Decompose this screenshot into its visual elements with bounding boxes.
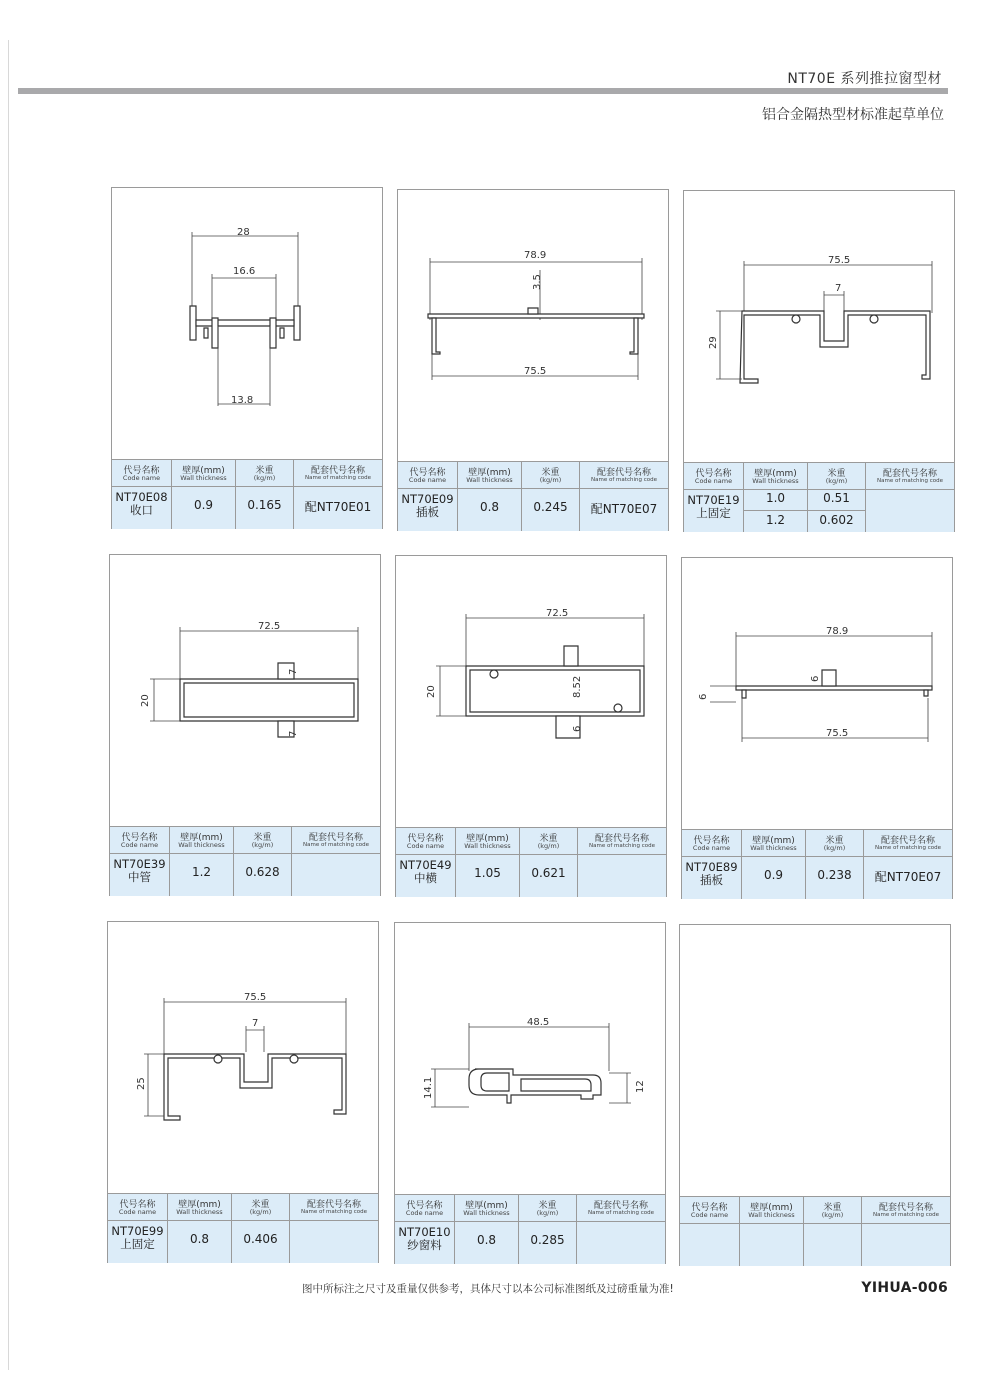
dim-20: 20 xyxy=(426,685,437,698)
profile-card-nt70e49 xyxy=(395,555,667,897)
page-code: YIHUA-006 xyxy=(861,1280,948,1296)
spec-table: 代号名称 Code name NT70E89 插板 壁厚(mm) Wall thickness 0.9 米重 (kg/m) 0.238 配套代号名称 Name of matching code 配NT70E07 xyxy=(682,829,952,899)
dim-72-5: 72.5 xyxy=(258,621,281,632)
spec-table: 代号名称 Code name NT70E39 中管 壁厚(mm) Wall thickness 1.2 米重 (kg/m) 0.628 配套代号名称 Name of matching code xyxy=(110,826,380,896)
wall-thickness: 0.8 xyxy=(189,1232,210,1246)
profile-card-nt70e08 xyxy=(111,187,383,529)
profile-card-nt70e89 xyxy=(681,557,953,899)
profile-card-nt70e99 xyxy=(107,921,379,1263)
wall-thickness: 0.9 xyxy=(763,868,784,882)
code-name: NT70E99 xyxy=(111,1224,164,1238)
dim-7: 7 xyxy=(835,283,842,294)
wall-thickness: 0.9 xyxy=(193,498,214,512)
matching-code: 配NT70E07 xyxy=(874,870,942,884)
dim-6-left: 6 xyxy=(698,693,709,700)
part-name: 中横 xyxy=(414,871,437,885)
part-name: 上固定 xyxy=(120,1237,155,1251)
dim-20: 20 xyxy=(140,694,151,707)
weight-per-meter: 0.238 xyxy=(817,868,852,882)
dim-29: 29 xyxy=(708,336,719,349)
profile-drawing xyxy=(395,923,665,1194)
profile-card-nt70e19 xyxy=(683,190,955,532)
weight-per-meter: 0.621 xyxy=(531,866,566,880)
code-name: NT70E89 xyxy=(685,860,738,874)
wall-thickness: 0.8 xyxy=(476,1233,497,1247)
wall-thickness: 1.2 xyxy=(191,865,212,879)
profile-drawing xyxy=(112,188,382,459)
spec-table: 代号名称 Code name NT70E99 上固定 壁厚(mm) Wall thickness 0.8 米重 (kg/m) 0.406 配套代号名称 Name of matching code xyxy=(108,1193,378,1263)
matching-code: 配NT70E07 xyxy=(590,502,658,516)
matching-code: 配NT70E01 xyxy=(304,500,372,514)
code-name: NT70E39 xyxy=(113,857,166,871)
spec-table: 代号名称 Code name NT70E09 插板 壁厚(mm) Wall thickness 0.8 米重 (kg/m) 0.245 配套代号名称 Name of matching code 配NT70E07 xyxy=(398,461,668,531)
weight-a: 0.51 xyxy=(823,491,850,505)
dim-6-mid: 6 xyxy=(810,675,821,682)
page-edge-line xyxy=(8,40,9,1370)
dim-25: 25 xyxy=(136,1077,147,1090)
code-name: NT70E09 xyxy=(401,492,454,506)
profile-drawing xyxy=(110,555,380,826)
profile-card-nt70e09 xyxy=(397,189,669,531)
part-name: 上固定 xyxy=(696,506,731,520)
dim-78-9: 78.9 xyxy=(826,626,849,637)
dim-6: 6 xyxy=(572,725,583,732)
spec-table: 代号名称 Code name 壁厚(mm) Wall thickness 米重 (kg/m) 配套代号名称 Name of matching code xyxy=(680,1196,950,1266)
header-bar xyxy=(18,88,948,94)
profile-drawing xyxy=(684,191,954,462)
dim-75-5: 75.5 xyxy=(244,992,267,1003)
dim-8-52: 8.52 xyxy=(572,675,583,698)
code-name: NT70E19 xyxy=(687,493,740,507)
code-name: NT70E08 xyxy=(115,490,168,504)
part-name: 插板 xyxy=(700,873,723,887)
dim-14-1: 14.1 xyxy=(423,1076,434,1099)
dim-7-bottom: 7 xyxy=(288,730,299,737)
weight-per-meter: 0.165 xyxy=(247,498,282,512)
dim-13-8: 13.8 xyxy=(231,395,254,406)
weight-per-meter: 0.628 xyxy=(245,865,280,879)
profile-drawing-empty xyxy=(680,925,950,1196)
dim-7-top: 7 xyxy=(288,668,299,675)
weight-per-meter: 0.285 xyxy=(530,1233,565,1247)
dim-7: 7 xyxy=(252,1018,259,1029)
code-name: NT70E10 xyxy=(398,1225,451,1239)
profile-drawing xyxy=(682,558,952,829)
dim-12: 12 xyxy=(635,1080,646,1093)
profile-drawing xyxy=(396,556,666,827)
weight-per-meter: 0.245 xyxy=(533,500,568,514)
weight-per-meter: 0.406 xyxy=(243,1232,278,1246)
spec-table: 代号名称 Code name NT70E10 纱窗料 壁厚(mm) Wall thickness 0.8 米重 (kg/m) 0.285 配套代号名称 Name of matching code xyxy=(395,1194,665,1264)
dim-75-5: 75.5 xyxy=(524,366,547,377)
part-name: 纱窗料 xyxy=(407,1238,442,1252)
part-name: 中管 xyxy=(128,870,151,884)
code-name: NT70E49 xyxy=(399,858,452,872)
dim-78-9: 78.9 xyxy=(524,250,547,261)
header-subtitle: 铝合金隔热型材标准起草单位 xyxy=(762,107,944,123)
profile-drawing xyxy=(398,190,668,461)
dim-16-6: 16.6 xyxy=(233,266,256,277)
footer-note: 图中所标注之尺寸及重量仅供参考，具体尺寸以本公司标准图纸及过磅重量为准! xyxy=(302,1283,674,1295)
wall-thickness-a: 1.0 xyxy=(765,491,786,505)
profile-drawing xyxy=(108,922,378,1193)
profile-card-empty xyxy=(679,924,951,1266)
wall-thickness: 1.05 xyxy=(474,866,501,880)
wall-thickness-b: 1.2 xyxy=(765,513,786,527)
spec-table: 代号名称 Code name NT70E49 中横 壁厚(mm) Wall thickness 1.05 米重 (kg/m) 0.621 配套代号名称 Name of matching code xyxy=(396,827,666,897)
wall-thickness: 0.8 xyxy=(479,500,500,514)
profile-card-nt70e39 xyxy=(109,554,381,896)
dim-75-5: 75.5 xyxy=(828,255,851,266)
profile-card-nt70e10 xyxy=(394,922,666,1264)
part-name: 收口 xyxy=(130,503,153,517)
dim-48-5: 48.5 xyxy=(527,1017,550,1028)
series-title: NT70E 系列推拉窗型材 xyxy=(787,71,942,87)
dim-3-5: 3.5 xyxy=(532,274,543,290)
dim-75-5: 75.5 xyxy=(826,728,849,739)
spec-table: 代号名称 Code name NT70E19 上固定 壁厚(mm) Wall thickness 1.0 1.2 米重 (kg/m) 0.51 0.602 配套代号名称 Name of matching code xyxy=(684,462,954,532)
dim-28: 28 xyxy=(237,227,250,238)
part-name: 插板 xyxy=(416,505,439,519)
spec-table: 代号名称 Code name NT70E08 收口 壁厚(mm) Wall thickness 0.9 米重 (kg/m) 0.165 配套代号名称 Name of matching code 配NT70E01 xyxy=(112,459,382,529)
weight-b: 0.602 xyxy=(819,513,854,527)
dim-72-5: 72.5 xyxy=(546,608,569,619)
